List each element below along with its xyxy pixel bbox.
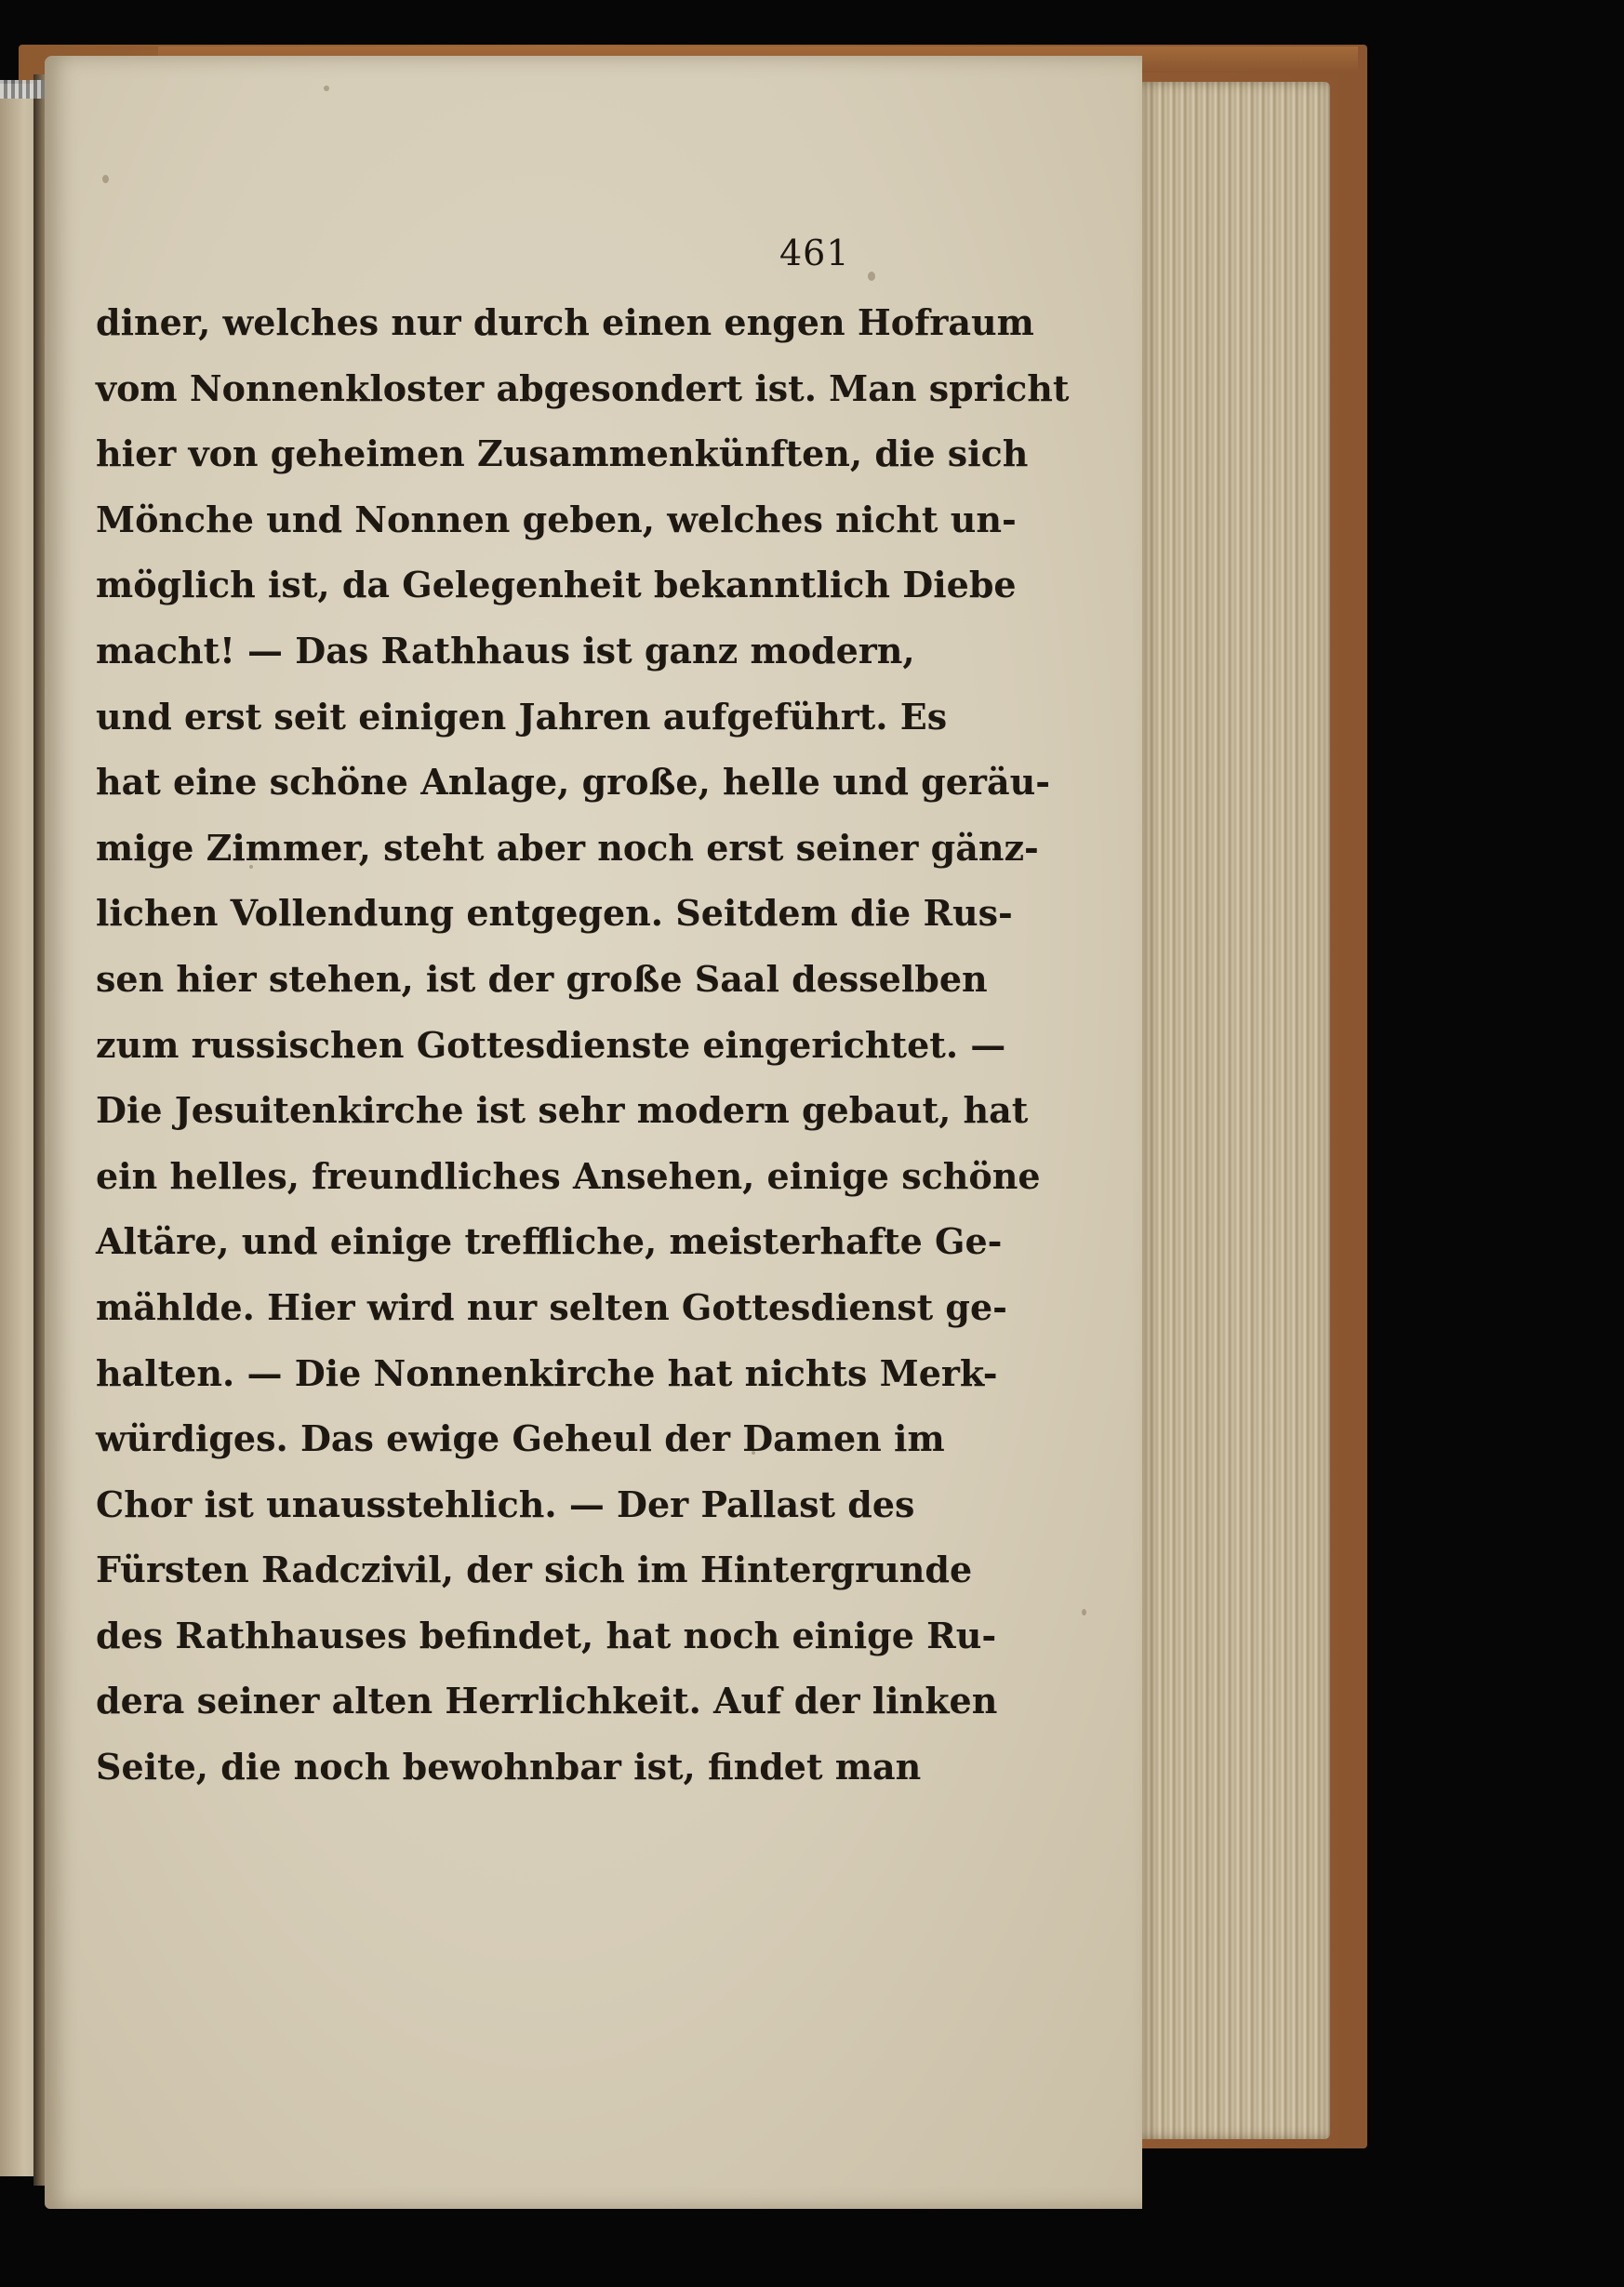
paper-speck: [1082, 1609, 1086, 1616]
page-text: [96, 290, 1070, 1801]
text-line: vom Nonnenkloster abgesondert ist. Man spricht: [96, 366, 1070, 409]
text-line: Seite, die noch bewohnbar ist, findet man: [96, 1746, 922, 1788]
text-line: Mönche und Nonnen geben, welches nicht un-: [96, 498, 1017, 540]
text-line: Chor ist unausstehlich. — Der Pallast des: [96, 1483, 915, 1525]
text-line: mählde. Hier wird nur selten Gottesdienst ge-: [96, 1285, 1007, 1328]
text-line: dera seiner alten Herrlichkeit. Auf der linken: [96, 1680, 998, 1722]
text-line: hat eine schöne Anlage, große, helle und geräu-: [96, 761, 1050, 804]
paper-speck: [868, 272, 875, 281]
text-line: hier von geheimen Zusammenkünften, die sich: [96, 432, 1029, 475]
page-number: 461: [779, 233, 850, 273]
text-line: zum russischen Gottesdienste eingerichtet. —: [96, 1023, 1006, 1066]
text-line: lichen Vollendung entgegen. Seitdem die Rus-: [96, 892, 1013, 935]
text-line: würdiges. Das ewige Geheul der Damen im: [96, 1417, 945, 1460]
text-line: des Rathhauses befindet, hat noch einige Ru-: [96, 1614, 997, 1656]
text-line: halten. — Die Nonnenkirche hat nichts Merk-: [96, 1351, 998, 1394]
text-line: diner, welches nur durch einen engen Hofraum: [96, 301, 1034, 343]
text-line: macht! — Das Rathhaus ist ganz modern,: [96, 629, 915, 671]
paper-speck: [324, 86, 329, 91]
text-line: ein helles, freundliches Ansehen, einige schöne: [96, 1154, 1041, 1197]
text-line: sen hier stehen, ist der große Saal desselben: [96, 957, 988, 1000]
text-line: Die Jesuitenkirche ist sehr modern gebaut, hat: [96, 1089, 1029, 1132]
text-line: Fürsten Radczivil, der sich im Hintergrunde: [96, 1549, 973, 1591]
text-line: mige Zimmer, steht aber noch erst seiner gänz-: [96, 826, 1039, 869]
text-line: möglich ist, da Gelegenheit bekanntlich Diebe: [96, 564, 1017, 606]
text-line: Altäre, und einige treffliche, meisterhafte Ge-: [96, 1220, 1003, 1263]
paper-speck: [102, 175, 109, 183]
text-line: und erst seit einigen Jahren aufgeführt. Es: [96, 695, 948, 738]
